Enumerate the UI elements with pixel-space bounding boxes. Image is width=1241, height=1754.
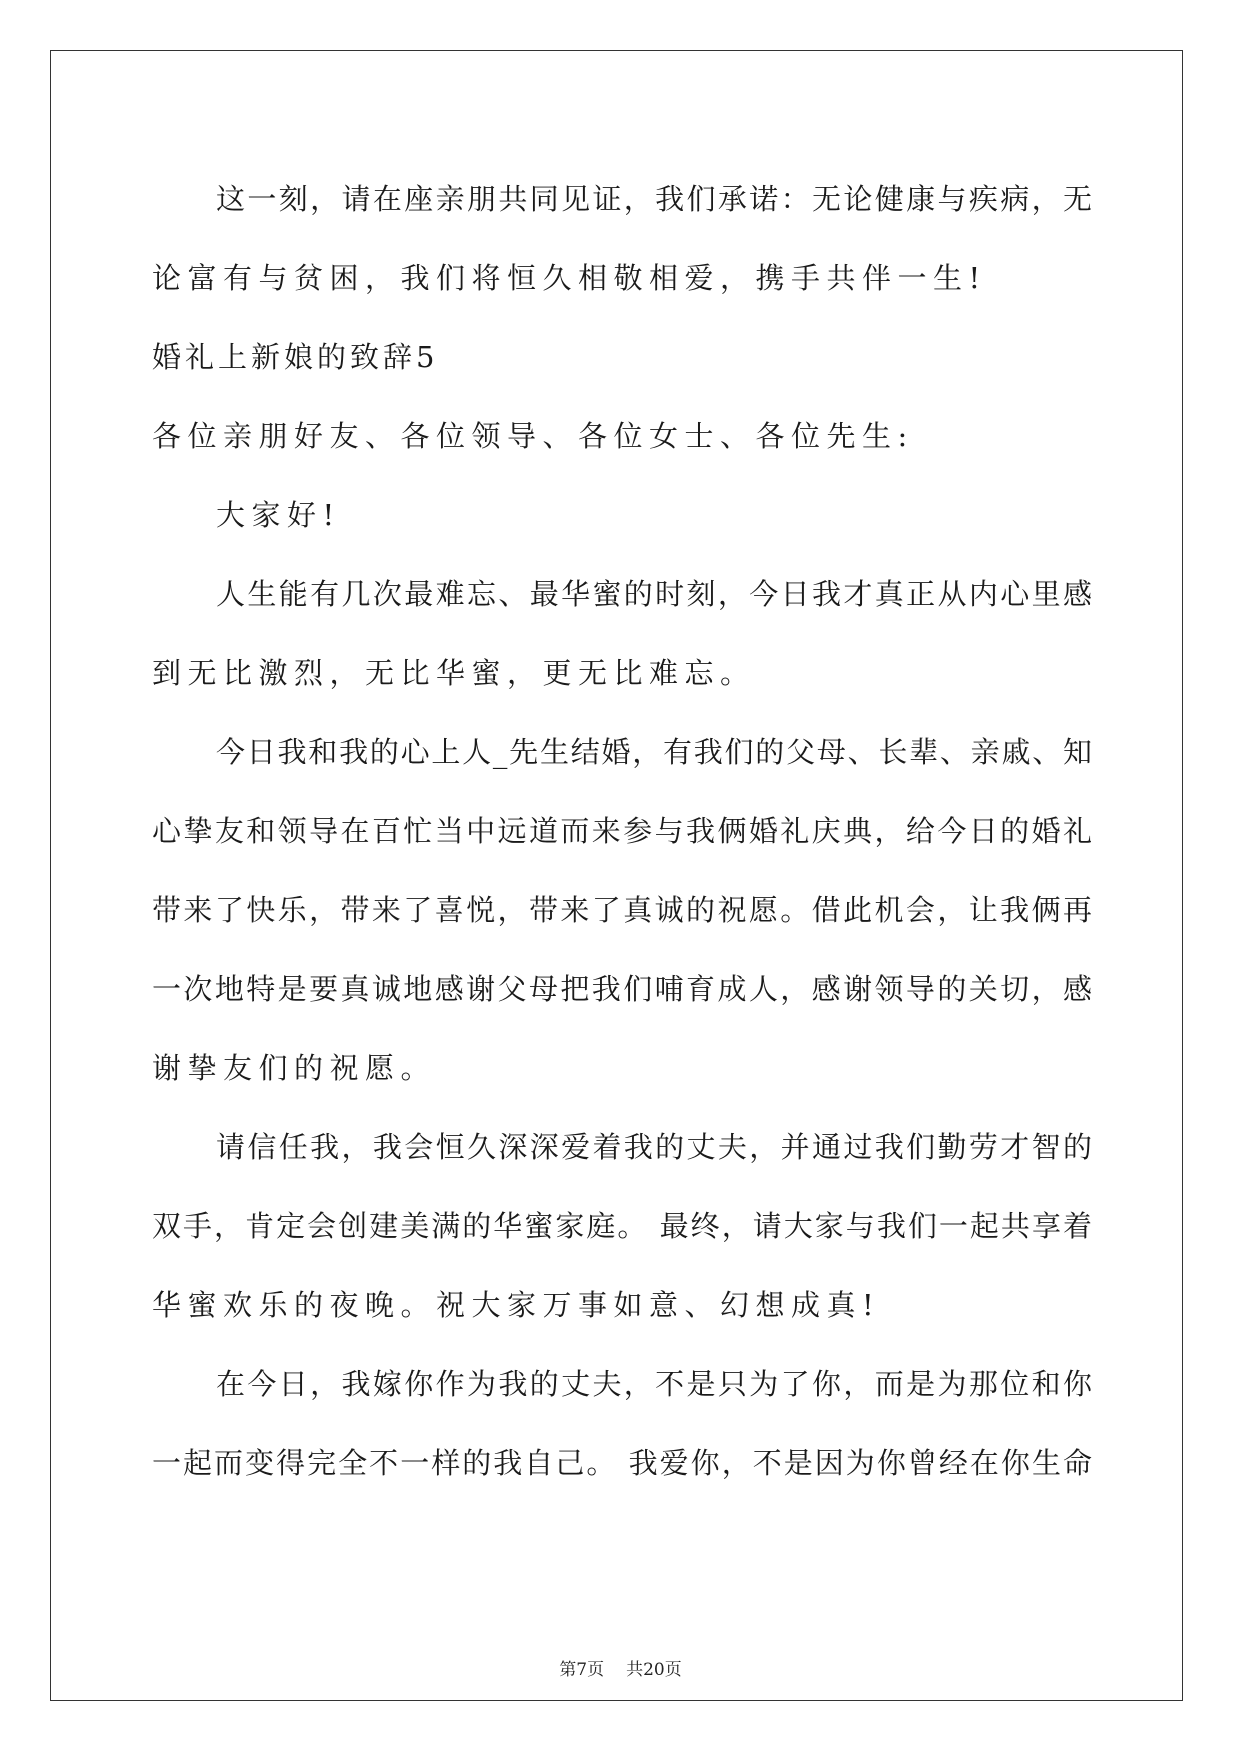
page-total: 共20页 bbox=[626, 1660, 682, 1680]
document-body bbox=[152, 160, 1092, 1503]
page-number: 第7页 bbox=[559, 1660, 605, 1680]
text-line: 谢挚友们的祝愿。 bbox=[152, 1051, 437, 1085]
text-line: 大家好! bbox=[216, 498, 341, 532]
text-line: 各位亲朋好友、各位领导、各位女士、各位先生: bbox=[152, 419, 914, 453]
text-line: 到无比激烈，无比华蜜，更无比难忘。 bbox=[152, 656, 756, 690]
section-heading: 婚礼上新娘的致辞5 bbox=[152, 340, 439, 374]
page-footer bbox=[0, 1655, 1241, 1680]
text-line: 请信任我，我会恒久深深爱着我的丈夫，并通过我们勤劳才智的 bbox=[216, 1130, 1092, 1164]
text-line: 在今日，我嫁你作为我的丈夫，不是只为了你，而是为那位和你 bbox=[216, 1367, 1092, 1401]
text-line: 双手，肯定会创建美满的华蜜家庭。 最终，请大家与我们一起共享着 bbox=[152, 1209, 1092, 1243]
text-line: 论富有与贫困，我们将恒久相敬相爱，携手共伴一生! bbox=[152, 261, 987, 295]
text-line: 一起而变得完全不一样的我自己。 我爱你，不是因为你曾经在你生命 bbox=[152, 1446, 1092, 1480]
text-line: 今日我和我的心上人_先生结婚，有我们的父母、长辈、亲戚、知 bbox=[216, 735, 1092, 769]
text-line: 人生能有几次最难忘、最华蜜的时刻，今日我才真正从内心里感 bbox=[216, 577, 1092, 611]
text-line: 心挚友和领导在百忙当中远道而来参与我俩婚礼庆典，给今日的婚礼 bbox=[152, 814, 1092, 848]
text-line: 一次地特是要真诚地感谢父母把我们哺育成人，感谢领导的关切，感 bbox=[152, 972, 1092, 1006]
text-line: 这一刻，请在座亲朋共同见证，我们承诺：无论健康与疾病，无 bbox=[216, 182, 1092, 216]
text-line: 华蜜欢乐的夜晚。祝大家万事如意、幻想成真! bbox=[152, 1288, 881, 1322]
text-line: 带来了快乐，带来了喜悦，带来了真诚的祝愿。借此机会，让我俩再 bbox=[152, 893, 1092, 927]
